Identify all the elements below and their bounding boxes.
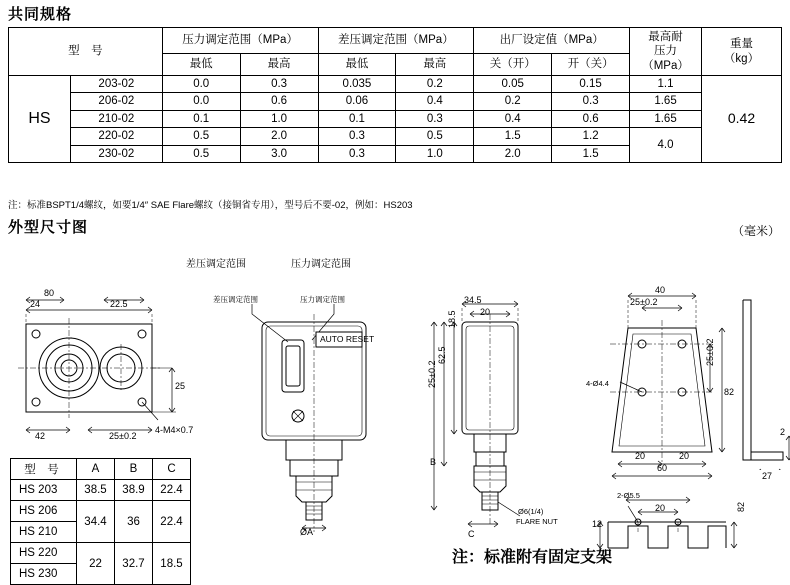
abc-dimension-table [10, 458, 191, 585]
cell-d-min: 0.06 [318, 93, 396, 110]
header-diff-min: 最低 [318, 54, 396, 76]
cell-max-pressure: 1.1 [630, 76, 702, 93]
cell-set-close: 0.05 [474, 76, 552, 93]
cell-p-max: 0.3 [240, 76, 318, 93]
callout-press-range: 压力调定范围 [300, 295, 345, 304]
dimtab-header-model: 型 号 [11, 459, 77, 480]
cell-p-max: 3.0 [240, 145, 318, 162]
dim-24: 24 [30, 299, 41, 309]
dimtab-c: 18.5 [153, 543, 191, 585]
dim-2: 2 [780, 427, 786, 437]
cell-p-min: 0.0 [162, 93, 240, 110]
common-spec-table [8, 27, 782, 163]
dim-25-tol: 25±0.2 [109, 431, 137, 441]
table-row [9, 110, 782, 127]
dim-62-5: 62.5 [437, 346, 447, 364]
dim-27: 27 [762, 471, 773, 481]
dimtab-b: 32.7 [115, 543, 153, 585]
cell-d-min: 0.1 [318, 110, 396, 127]
cell-set-close: 0.2 [474, 93, 552, 110]
table-header-row-1 [9, 28, 782, 54]
table-row [9, 128, 782, 145]
cell-d-min: 0.035 [318, 76, 396, 93]
dim-20-bottom: 20 [655, 503, 666, 513]
cell-p-min: 0.5 [162, 128, 240, 145]
cell-d-min: 0.3 [318, 145, 396, 162]
dim-80: 80 [44, 288, 55, 298]
cell-max-pressure: 1.65 [630, 110, 702, 127]
dim-25: 25 [175, 381, 186, 391]
table-row [9, 93, 782, 110]
cell-set-open: 1.5 [552, 145, 630, 162]
header-max-pressure-line3: （MPa） [642, 59, 689, 72]
dimtab-header-row [11, 459, 191, 480]
cell-max-pressure: 4.0 [630, 128, 702, 163]
dim-2-phi5-5: 2-Ø5.5 [617, 491, 640, 500]
cell-p-min: 0.5 [162, 145, 240, 162]
label-diff-range-top: 差压调定范围 [186, 259, 246, 270]
dim-25-tol-bracket-v: 25±0.2 [705, 338, 715, 366]
table-row [11, 501, 191, 522]
view-bracket-profile [735, 290, 790, 470]
dim-c-side: C [468, 529, 475, 539]
dim-22-5: 22.5 [110, 299, 128, 309]
table-row [11, 480, 191, 501]
bracket-note: 注：标准附有固定支架 [452, 549, 613, 566]
dimtab-c: 22.4 [153, 501, 191, 543]
dim-42: 42 [35, 431, 46, 441]
dim-20-a: 20 [635, 451, 646, 461]
dimtab-b: 36 [115, 501, 153, 543]
section-title-dimension-drawing: 外型尺寸图 [8, 219, 89, 236]
dimtab-a: 38.5 [77, 480, 115, 501]
cell-set-open: 0.6 [552, 110, 630, 127]
header-pressure-range: 压力调定范围（MPa） [162, 28, 318, 54]
dim-40: 40 [655, 285, 666, 295]
cell-d-max: 1.0 [396, 145, 474, 162]
header-max-pressure-line1: 最高耐 [648, 30, 683, 43]
cell-p-max: 1.0 [240, 110, 318, 127]
cell-d-min: 0.3 [318, 128, 396, 145]
dim-25-tol-side: 25±0.2 [427, 360, 437, 388]
dimtab-model: HS 230 [11, 564, 77, 585]
dim-34-5: 34.5 [464, 295, 482, 305]
cell-model: 206-02 [70, 93, 162, 110]
view-front-switch [230, 270, 400, 560]
cell-set-open: 1.2 [552, 128, 630, 145]
header-diff-max: 最高 [396, 54, 474, 76]
dim-20-b: 20 [679, 451, 690, 461]
dim-82-bottom: 82 [736, 501, 746, 512]
dimtab-a: 34.4 [77, 501, 115, 543]
header-weight-line2: （kg） [723, 52, 760, 65]
cell-d-max: 0.4 [396, 93, 474, 110]
cell-model: 210-02 [70, 110, 162, 127]
cell-d-max: 0.2 [396, 76, 474, 93]
cell-set-close: 2.0 [474, 145, 552, 162]
cell-model: 230-02 [70, 145, 162, 162]
cell-d-max: 0.3 [396, 110, 474, 127]
cell-weight: 0.42 [702, 76, 782, 163]
dim-b-side: B [430, 457, 437, 467]
cell-p-max: 0.6 [240, 93, 318, 110]
header-weight [702, 28, 782, 76]
table-row [11, 543, 191, 564]
label-auto-reset: AUTO RESET [320, 334, 375, 344]
cell-set-close: 1.5 [474, 128, 552, 145]
cell-p-min: 0.0 [162, 76, 240, 93]
dimtab-a: 22 [77, 543, 115, 585]
dimtab-c: 22.4 [153, 480, 191, 501]
header-weight-line1: 重量 [730, 38, 753, 51]
dim-4-phi4-4: 4-Ø4.4 [586, 379, 609, 388]
dim-phi6: Ø6(1/4) [518, 507, 544, 516]
header-pressure-min: 最低 [162, 54, 240, 76]
dim-4-m4: 4-M4×0.7 [155, 425, 194, 435]
label-press-range-top: 压力调定范围 [291, 259, 351, 270]
header-diff-range: 差压调定范围（MPa） [318, 28, 474, 54]
cell-set-open: 0.15 [552, 76, 630, 93]
dimtab-header-c: C [153, 459, 191, 480]
cell-model: 220-02 [70, 128, 162, 145]
view-bracket-front [590, 282, 730, 482]
callout-diff-range: 差压调定范围 [213, 295, 258, 304]
dim-82: 82 [724, 387, 735, 397]
header-set-close-open: 关（开） [474, 54, 552, 76]
header-model: 型 号 [9, 28, 163, 76]
dimtab-model: HS 210 [11, 522, 77, 543]
dimtab-b: 38.9 [115, 480, 153, 501]
section-title-common-spec: 共同规格 [8, 6, 73, 23]
cell-model: 203-02 [70, 76, 162, 93]
dimtab-model: HS 203 [11, 480, 77, 501]
view-bracket-bottom [592, 482, 742, 572]
header-max-pressure [630, 28, 702, 76]
cell-set-open: 0.3 [552, 93, 630, 110]
header-max-pressure-line2: 压力 [654, 45, 678, 58]
spec-table-note: 注：标准BSPT1/4螺纹，如要1/4″ SAE Flare螺纹（接铜省专用），型号后不要-02，例如：HS203 [8, 200, 413, 211]
dim-20: 20 [480, 307, 491, 317]
dimtab-header-b: B [115, 459, 153, 480]
header-pressure-max: 最高 [240, 54, 318, 76]
cell-p-max: 2.0 [240, 128, 318, 145]
header-factory-set: 出厂设定值（MPa） [474, 28, 630, 54]
dim-60: 60 [657, 463, 668, 473]
label-flare-nut: FLARE NUT [516, 517, 558, 526]
unit-label-mm: （毫米） [731, 224, 780, 238]
dim-25-tol-bracket: 25±0.2 [630, 297, 658, 307]
dimtab-header-a: A [77, 459, 115, 480]
cell-d-max: 0.5 [396, 128, 474, 145]
cell-series-hs: HS [9, 76, 71, 163]
dimtab-model: HS 206 [11, 501, 77, 522]
dimtab-model: HS 220 [11, 543, 77, 564]
cell-max-pressure: 1.65 [630, 93, 702, 110]
table-row [9, 76, 782, 93]
header-set-open-close: 开（关） [552, 54, 630, 76]
dim-12-bottom: 12 [592, 519, 603, 529]
dim-phi-a: ØA [300, 527, 314, 537]
cell-set-close: 0.4 [474, 110, 552, 127]
cell-p-min: 0.1 [162, 110, 240, 127]
dim-18-5: 18.5 [447, 310, 457, 328]
